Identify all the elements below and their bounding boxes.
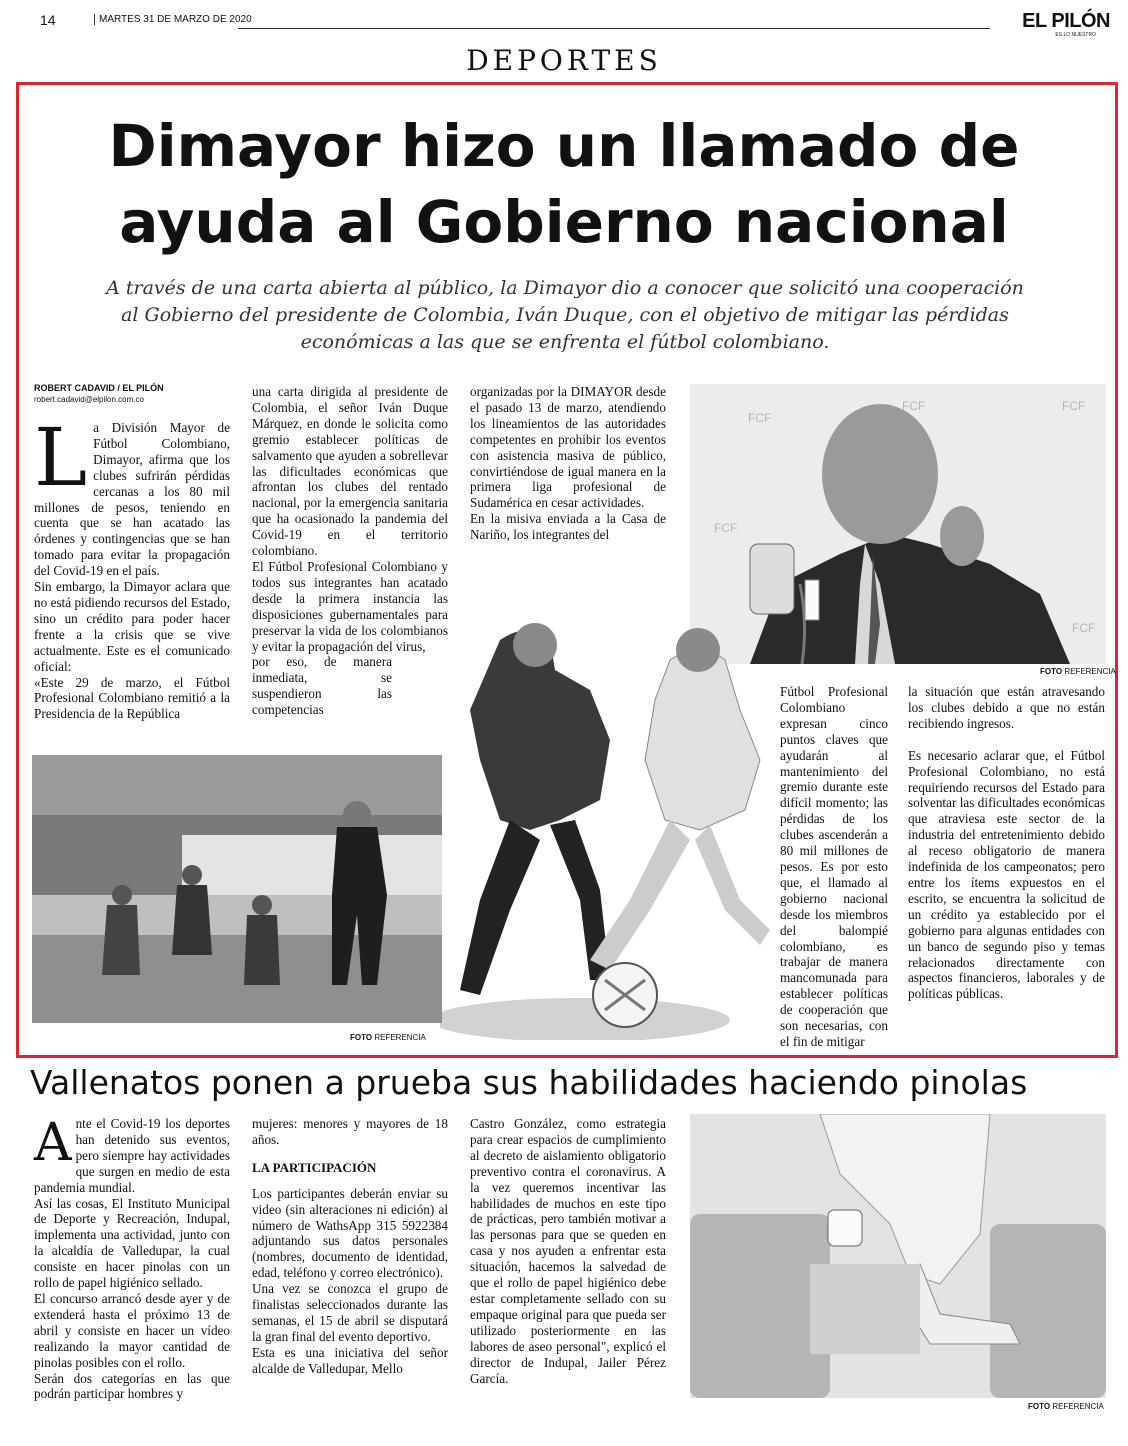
page-number: 14	[40, 12, 56, 28]
credit-label: FOTO	[350, 1033, 373, 1042]
paragraph: Los participantes deberán enviar su video (sin alteraciones ni edición) al número de WathsApp 315 5922384 adjuntando sus datos personales (nombres, documento de identidad, edad, teléfono y correo electrónico).	[252, 1185, 448, 1281]
folio-rule	[238, 28, 990, 29]
headline-line-1: Dimayor hizo un llamado de	[108, 112, 1020, 180]
svg-text:FCF: FCF	[1072, 621, 1096, 635]
byline: ROBERT CADAVID / EL PILÓN	[34, 383, 164, 393]
article1-column-1	[34, 411, 230, 722]
photo-training-session	[32, 755, 442, 1023]
paragraph: la situación que están atravesando los clubes debido a que no están recibiendo ingresos.	[908, 684, 1105, 731]
football-players-illustration	[440, 600, 780, 1040]
paragraph: organizadas por la DIMAYOR desde el pasado 13 de marzo, atendiendo los lineamientos de las autoridades competentes en prohibir los eventos con asistencia masiva de público, convirtiéndose de igual manera en la primera liga profesional de Sudamérica en cesar actividades.	[470, 384, 666, 511]
paragraph: Serán dos categorías en las que podrán participar hombres y	[34, 1370, 230, 1402]
svg-text:FCF: FCF	[748, 411, 772, 425]
subheading: LA PARTICIPACIÓN	[252, 1159, 377, 1175]
article2-column-1	[34, 1113, 230, 1402]
article2-column-3	[470, 1116, 666, 1386]
paragraph: Sin embargo, la Dimayor aclara que no está pidiendo recursos del Estado, sino un crédito para poder hacer frente a la crisis que se vive actualmente. Este es el comunicado oficial:	[34, 579, 230, 674]
dek-line-1: A través de una carta abierta al público, la Dimayor dio a conocer que solicitó una cooperación	[106, 277, 1024, 299]
page-folio	[28, 8, 1110, 38]
credit-label: FOTO	[1028, 1402, 1051, 1411]
paragraph: En la misiva enviada a la Casa de Nariño, los integrantes del	[470, 511, 666, 543]
article1-headline	[40, 108, 1088, 260]
credit-source: REFERENCIA	[374, 1033, 426, 1042]
paragraph: a División Mayor de Fútbol Colombiano, Dimayor, afirma que los clubes sufrirán pérdidas cercanas a los 80 mil millones de pesos, teniendo en cuenta que se han acatado las órdenes y contingencias que se han tomado para evitar la propagación del Covid-19 en el país.	[34, 420, 230, 579]
article1-column-2	[252, 384, 448, 718]
paragraph: por eso, de manera inmediata, se suspendieron las competencias	[252, 654, 392, 718]
author-email[interactable]: robert.cadavid@elpilon.com.co	[34, 395, 144, 404]
paragraph: una carta dirigida al presidente de Colombia, el señor Iván Duque Márquez, en donde le solicita como gremio establecer políticas de salvamento que ayuden a sobrellevar las dificultades económicas que afrontan los clubes del rentado nacional, por la emergencia sanitaria que ha ocasionado la pandemia del Covid-19 en el territorio colombiano.	[252, 384, 448, 559]
section-title: DEPORTES	[466, 44, 662, 77]
dropcap: A	[34, 1113, 72, 1173]
photo2-credit	[350, 1033, 426, 1042]
credit-label: FOTO	[1040, 667, 1063, 676]
juggling-illustration	[690, 1114, 1106, 1398]
paragraph: El Fútbol Profesional Colombiano y todos sus integrantes han acatado desde la primera instancia las disposiciones gubernamentales para preservar la vida de los colombianos y evitar la propagación del virus,	[252, 558, 448, 654]
newspaper-logo: EL PILÓN	[1022, 10, 1110, 32]
article1-column-5	[908, 684, 1105, 1002]
headline-line-2: ayuda al Gobierno nacional	[119, 188, 1009, 256]
article2-column-2	[252, 1116, 448, 1377]
paragraph: Es necesario aclarar que, el Fútbol Profesional Colombiano, no está requiriendo recursos del Estado para solventar las dificultades económicas que atraviesa este sector de la industria del entretenimiento debido al receso obligatorio de manera indefinida de los campeonatos; pero entre los ítems expuestos en el escrito, se encuentra la solicitud de un crédito ya establecido por el gobierno para algunas entidades con un banco de segundo piso y temas relacionados directamente con aspectos financieros, laborales y de políticas públicas.	[908, 747, 1105, 1002]
svg-text:FCF: FCF	[902, 399, 926, 413]
paragraph: Esta es una iniciativa del señor alcalde de Valledupar, Mello	[252, 1344, 448, 1376]
dek-line-3: económicas a las que se enfrenta el fútbol colombiano.	[300, 331, 830, 353]
paragraph: Una vez se conozca el grupo de finalistas seleccionados durante las semanas, el 15 de abril se disputará la gran final del evento deportivo.	[252, 1281, 448, 1344]
svg-text:FCF: FCF	[1062, 399, 1086, 413]
article2-headline: Vallenatos ponen a prueba sus habilidades haciendo pinolas	[30, 1063, 1028, 1102]
paragraph: «Este 29 de marzo, el Fútbol Profesional Colombiano remitió a la Presidencia de la República	[34, 674, 230, 722]
article1-column-4	[780, 684, 888, 1050]
issue-date: MARTES 31 DE MARZO DE 2020	[94, 14, 252, 25]
photo3-credit	[1028, 1402, 1104, 1411]
article1-column-3	[470, 384, 666, 543]
logo-tagline: ES LO NUESTRO	[1055, 32, 1096, 38]
photo-womens-football	[440, 600, 780, 1040]
paragraph: Fútbol Profesional Colombiano expresan cinco puntos claves que ayudarán al mantenimiento del gremio durante este difícil momento; las pérdidas de los clubes ascenderán a 80 mil millones de pesos. Es por esto que, el llamado al gobierno nacional desde los miembros del balompié colombiano, es trabajar de manera mancomunada para establecer políticas de cooperación que son necesarias, con el fin de mitigar	[780, 684, 888, 1049]
article1-dek	[60, 275, 1070, 356]
paragraph: Así las cosas, El Instituto Municipal de Deporte y Recreación, Indupal, implementa una actividad, junto con la alcaldía de Valledupar, la cual consiste en hacer pinolas con un rollo de papel higiénico sellado.	[34, 1195, 230, 1291]
training-session-illustration	[32, 755, 442, 1023]
paragraph: mujeres: menores y mayores de 18 años.	[252, 1116, 448, 1147]
dropcap: L	[34, 411, 88, 504]
paragraph: El concurso arrancó desde ayer y de extenderá hasta el próximo 13 de abril y consiste en hacer un vídeo realizando la mayor cantidad de pinolas posibles con el rollo.	[34, 1290, 230, 1370]
svg-text:FCF: FCF	[714, 521, 738, 535]
credit-source: REFERENCIA	[1064, 667, 1116, 676]
credit-source: REFERENCIA	[1052, 1402, 1104, 1411]
paragraph: nte el Covid-19 los deportes han detenido sus eventos, pero siempre hay actividades que surgen en medio de esta pandemia mundial.	[34, 1116, 230, 1195]
photo-toilet-paper-juggling	[690, 1114, 1106, 1398]
dek-line-2: al Gobierno del presidente de Colombia, Iván Duque, con el objetivo de mitigar las pérdidas	[121, 304, 1009, 326]
paragraph: Castro González, como estrategia para crear espacios de cumplimiento al decreto de aislamiento obligatorio preventivo contra el coronavirus. A la vez queremos incentivar las habilidades de muchos en este tipo de prácticas, pero también motivar a las personas para que se queden en casa y nos ayuden a enfrentar esta situación, hacemos la salvedad de que el rollo de papel higiénico debe estar completamente sellado con su empaque original para que pueda ser utilizado posteriormente en las labores de aseo personal", explicó el director de Indupal, Jailer Pérez García.	[470, 1116, 666, 1386]
photo1-credit	[1040, 667, 1116, 676]
